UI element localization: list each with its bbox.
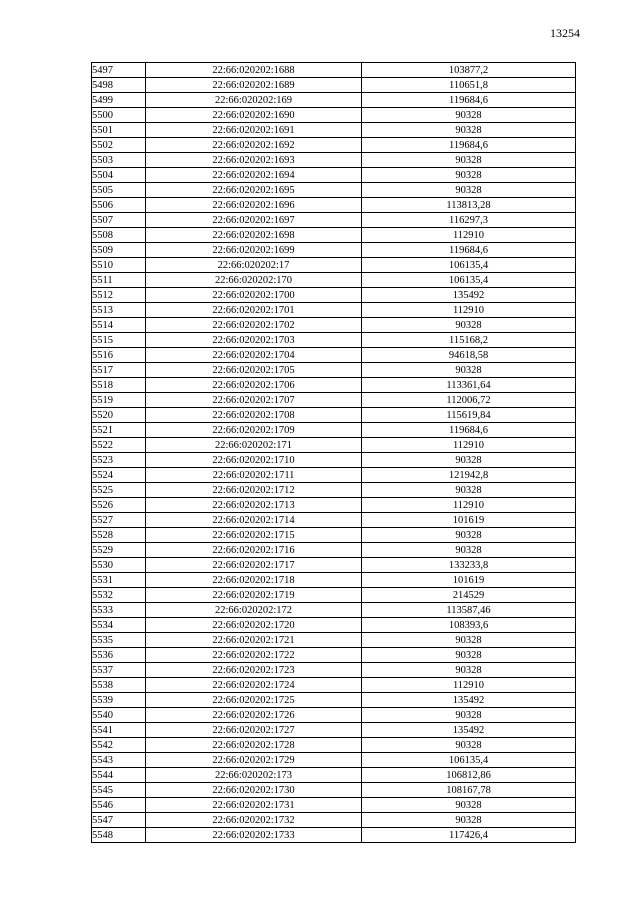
cadastral-value-cell: 106135,4 <box>362 273 576 288</box>
cadastral-value-cell: 119684,6 <box>362 243 576 258</box>
row-number-cell: 5498 <box>92 78 146 93</box>
cadastral-number-cell: 22:66:020202:1711 <box>146 468 362 483</box>
cadastral-value-cell: 101619 <box>362 513 576 528</box>
row-number-cell: 5532 <box>92 588 146 603</box>
cadastral-number-cell: 22:66:020202:1707 <box>146 393 362 408</box>
table-row <box>92 558 576 573</box>
table-row <box>92 618 576 633</box>
cadastral-number-cell: 22:66:020202:1726 <box>146 708 362 723</box>
row-number-cell: 5507 <box>92 213 146 228</box>
row-number-cell: 5501 <box>92 123 146 138</box>
row-number-cell: 5525 <box>92 483 146 498</box>
cadastral-number-cell: 22:66:020202:1727 <box>146 723 362 738</box>
row-number-cell: 5547 <box>92 813 146 828</box>
cadastral-number-cell: 22:66:020202:1701 <box>146 303 362 318</box>
cadastral-number-cell: 22:66:020202:169 <box>146 93 362 108</box>
row-number-cell: 5529 <box>92 543 146 558</box>
row-number-cell: 5505 <box>92 183 146 198</box>
cadastral-number-cell: 22:66:020202:1719 <box>146 588 362 603</box>
cadastral-value-cell: 90328 <box>362 153 576 168</box>
cadastral-number-cell: 22:66:020202:1702 <box>146 318 362 333</box>
cadastral-value-cell: 112910 <box>362 228 576 243</box>
cadastral-number-cell: 22:66:020202:1723 <box>146 663 362 678</box>
cadastral-number-cell: 22:66:020202:1724 <box>146 678 362 693</box>
table-row <box>92 753 576 768</box>
table-row <box>92 153 576 168</box>
row-number-cell: 5536 <box>92 648 146 663</box>
cadastral-value-cell: 133233,8 <box>362 558 576 573</box>
cadastral-number-cell: 22:66:020202:1722 <box>146 648 362 663</box>
table-row <box>92 543 576 558</box>
row-number-cell: 5510 <box>92 258 146 273</box>
row-number-cell: 5546 <box>92 798 146 813</box>
cadastral-value-cell: 90328 <box>362 363 576 378</box>
cadastral-number-cell: 22:66:020202:1705 <box>146 363 362 378</box>
row-number-cell: 5512 <box>92 288 146 303</box>
cadastral-number-cell: 22:66:020202:1699 <box>146 243 362 258</box>
row-number-cell: 5524 <box>92 468 146 483</box>
row-number-cell: 5521 <box>92 423 146 438</box>
cadastral-number-cell: 22:66:020202:1709 <box>146 423 362 438</box>
cadastral-number-cell: 22:66:020202:1728 <box>146 738 362 753</box>
table-row <box>92 138 576 153</box>
table-row <box>92 228 576 243</box>
cadastral-value-cell: 115168,2 <box>362 333 576 348</box>
row-number-cell: 5516 <box>92 348 146 363</box>
table-row <box>92 108 576 123</box>
table-row <box>92 648 576 663</box>
table-row <box>92 423 576 438</box>
cadastral-value-cell: 90328 <box>362 453 576 468</box>
table-row <box>92 768 576 783</box>
table-row <box>92 528 576 543</box>
cadastral-number-cell: 22:66:020202:1721 <box>146 633 362 648</box>
row-number-cell: 5541 <box>92 723 146 738</box>
row-number-cell: 5544 <box>92 768 146 783</box>
row-number-cell: 5504 <box>92 168 146 183</box>
table-row <box>92 213 576 228</box>
table-row <box>92 468 576 483</box>
row-number-cell: 5515 <box>92 333 146 348</box>
cadastral-number-cell: 22:66:020202:17 <box>146 258 362 273</box>
table-row <box>92 333 576 348</box>
cadastral-number-cell: 22:66:020202:1696 <box>146 198 362 213</box>
table-row <box>92 63 576 78</box>
table-row <box>92 258 576 273</box>
cadastral-value-cell: 116297,3 <box>362 213 576 228</box>
cadastral-number-cell: 22:66:020202:1693 <box>146 153 362 168</box>
cadastral-value-cell: 90328 <box>362 633 576 648</box>
row-number-cell: 5522 <box>92 438 146 453</box>
row-number-cell: 5548 <box>92 828 146 843</box>
row-number-cell: 5545 <box>92 783 146 798</box>
cadastral-value-cell: 90328 <box>362 483 576 498</box>
table-row <box>92 363 576 378</box>
cadastral-value-cell: 113813,28 <box>362 198 576 213</box>
cadastral-value-cell: 121942,8 <box>362 468 576 483</box>
cadastral-value-cell: 112910 <box>362 498 576 513</box>
row-number-cell: 5517 <box>92 363 146 378</box>
row-number-cell: 5513 <box>92 303 146 318</box>
table-row <box>92 708 576 723</box>
cadastral-number-cell: 22:66:020202:1725 <box>146 693 362 708</box>
table-row <box>92 123 576 138</box>
cadastral-value-cell: 90328 <box>362 708 576 723</box>
cadastral-value-table <box>91 62 576 843</box>
cadastral-number-cell: 22:66:020202:1712 <box>146 483 362 498</box>
cadastral-number-cell: 22:66:020202:1731 <box>146 798 362 813</box>
table-row <box>92 348 576 363</box>
row-number-cell: 5518 <box>92 378 146 393</box>
cadastral-number-cell: 22:66:020202:1713 <box>146 498 362 513</box>
cadastral-value-cell: 90328 <box>362 108 576 123</box>
cadastral-value-cell: 119684,6 <box>362 138 576 153</box>
cadastral-number-cell: 22:66:020202:1695 <box>146 183 362 198</box>
row-number-cell: 5503 <box>92 153 146 168</box>
cadastral-value-cell: 117426,4 <box>362 828 576 843</box>
cadastral-value-cell: 119684,6 <box>362 423 576 438</box>
cadastral-number-cell: 22:66:020202:1689 <box>146 78 362 93</box>
table-row <box>92 438 576 453</box>
table-row <box>92 573 576 588</box>
table-row <box>92 798 576 813</box>
cadastral-number-cell: 22:66:020202:170 <box>146 273 362 288</box>
cadastral-value-cell: 90328 <box>362 738 576 753</box>
table-row <box>92 663 576 678</box>
cadastral-value-cell: 90328 <box>362 183 576 198</box>
row-number-cell: 5530 <box>92 558 146 573</box>
row-number-cell: 5509 <box>92 243 146 258</box>
table-row <box>92 498 576 513</box>
table-row <box>92 603 576 618</box>
cadastral-number-cell: 22:66:020202:1697 <box>146 213 362 228</box>
cadastral-number-cell: 22:66:020202:173 <box>146 768 362 783</box>
cadastral-value-cell: 106812,86 <box>362 768 576 783</box>
cadastral-number-cell: 22:66:020202:1729 <box>146 753 362 768</box>
row-number-cell: 5499 <box>92 93 146 108</box>
cadastral-value-cell: 112006,72 <box>362 393 576 408</box>
table-row <box>92 93 576 108</box>
row-number-cell: 5506 <box>92 198 146 213</box>
table-row <box>92 288 576 303</box>
table-row <box>92 513 576 528</box>
cadastral-number-cell: 22:66:020202:1717 <box>146 558 362 573</box>
row-number-cell: 5540 <box>92 708 146 723</box>
table-row <box>92 828 576 843</box>
row-number-cell: 5543 <box>92 753 146 768</box>
cadastral-number-cell: 22:66:020202:1694 <box>146 168 362 183</box>
cadastral-value-cell: 90328 <box>362 648 576 663</box>
cadastral-value-cell: 90328 <box>362 168 576 183</box>
row-number-cell: 5508 <box>92 228 146 243</box>
table-row <box>92 408 576 423</box>
table-row <box>92 198 576 213</box>
cadastral-number-cell: 22:66:020202:1714 <box>146 513 362 528</box>
cadastral-number-cell: 22:66:020202:1732 <box>146 813 362 828</box>
cadastral-number-cell: 22:66:020202:1692 <box>146 138 362 153</box>
table-row <box>92 303 576 318</box>
row-number-cell: 5539 <box>92 693 146 708</box>
cadastral-number-cell: 22:66:020202:1700 <box>146 288 362 303</box>
cadastral-value-cell: 113361,64 <box>362 378 576 393</box>
cadastral-value-cell: 90328 <box>362 798 576 813</box>
table-row <box>92 693 576 708</box>
cadastral-number-cell: 22:66:020202:1708 <box>146 408 362 423</box>
row-number-cell: 5535 <box>92 633 146 648</box>
table-row <box>92 483 576 498</box>
cadastral-number-cell: 22:66:020202:1718 <box>146 573 362 588</box>
table-row <box>92 723 576 738</box>
table-row <box>92 738 576 753</box>
row-number-cell: 5538 <box>92 678 146 693</box>
cadastral-value-cell: 135492 <box>362 723 576 738</box>
cadastral-value-cell: 108167,78 <box>362 783 576 798</box>
cadastral-number-cell: 22:66:020202:1704 <box>146 348 362 363</box>
cadastral-value-cell: 135492 <box>362 693 576 708</box>
table-row <box>92 168 576 183</box>
cadastral-number-cell: 22:66:020202:1716 <box>146 543 362 558</box>
row-number-cell: 5519 <box>92 393 146 408</box>
cadastral-number-cell: 22:66:020202:1698 <box>146 228 362 243</box>
table-row <box>92 783 576 798</box>
cadastral-number-cell: 22:66:020202:1703 <box>146 333 362 348</box>
cadastral-value-cell: 106135,4 <box>362 258 576 273</box>
cadastral-value-cell: 112910 <box>362 303 576 318</box>
table-row <box>92 273 576 288</box>
cadastral-number-cell: 22:66:020202:1688 <box>146 63 362 78</box>
row-number-cell: 5502 <box>92 138 146 153</box>
cadastral-value-cell: 135492 <box>362 288 576 303</box>
cadastral-value-cell: 90328 <box>362 528 576 543</box>
row-number-cell: 5531 <box>92 573 146 588</box>
table-row <box>92 678 576 693</box>
cadastral-number-cell: 22:66:020202:1715 <box>146 528 362 543</box>
row-number-cell: 5533 <box>92 603 146 618</box>
cadastral-value-cell: 214529 <box>362 588 576 603</box>
row-number-cell: 5542 <box>92 738 146 753</box>
cadastral-number-cell: 22:66:020202:1733 <box>146 828 362 843</box>
table-row <box>92 633 576 648</box>
cadastral-value-cell: 90328 <box>362 123 576 138</box>
page-number: 13254 <box>550 26 580 40</box>
table-row <box>92 318 576 333</box>
cadastral-number-cell: 22:66:020202:1710 <box>146 453 362 468</box>
row-number-cell: 5534 <box>92 618 146 633</box>
table-row <box>92 588 576 603</box>
table-row <box>92 393 576 408</box>
row-number-cell: 5514 <box>92 318 146 333</box>
table-row <box>92 453 576 468</box>
row-number-cell: 5537 <box>92 663 146 678</box>
row-number-cell: 5511 <box>92 273 146 288</box>
row-number-cell: 5528 <box>92 528 146 543</box>
row-number-cell: 5526 <box>92 498 146 513</box>
cadastral-value-cell: 106135,4 <box>362 753 576 768</box>
cadastral-value-cell: 90328 <box>362 813 576 828</box>
table-row <box>92 378 576 393</box>
cadastral-value-cell: 90328 <box>362 663 576 678</box>
cadastral-value-cell: 112910 <box>362 438 576 453</box>
cadastral-value-cell: 103877,2 <box>362 63 576 78</box>
table-row <box>92 243 576 258</box>
cadastral-value-cell: 90328 <box>362 543 576 558</box>
cadastral-value-cell: 119684,6 <box>362 93 576 108</box>
cadastral-value-cell: 94618,58 <box>362 348 576 363</box>
cadastral-number-cell: 22:66:020202:1691 <box>146 123 362 138</box>
cadastral-number-cell: 22:66:020202:1720 <box>146 618 362 633</box>
cadastral-value-cell: 110651,8 <box>362 78 576 93</box>
cadastral-value-cell: 115619,84 <box>362 408 576 423</box>
table-body <box>92 63 576 843</box>
cadastral-value-cell: 101619 <box>362 573 576 588</box>
table-row <box>92 813 576 828</box>
row-number-cell: 5523 <box>92 453 146 468</box>
row-number-cell: 5500 <box>92 108 146 123</box>
cadastral-value-cell: 113587,46 <box>362 603 576 618</box>
cadastral-number-cell: 22:66:020202:171 <box>146 438 362 453</box>
table-row <box>92 78 576 93</box>
table-row <box>92 183 576 198</box>
row-number-cell: 5520 <box>92 408 146 423</box>
cadastral-number-cell: 22:66:020202:172 <box>146 603 362 618</box>
cadastral-number-cell: 22:66:020202:1730 <box>146 783 362 798</box>
cadastral-number-cell: 22:66:020202:1690 <box>146 108 362 123</box>
row-number-cell: 5527 <box>92 513 146 528</box>
cadastral-value-cell: 90328 <box>362 318 576 333</box>
cadastral-value-cell: 112910 <box>362 678 576 693</box>
row-number-cell: 5497 <box>92 63 146 78</box>
cadastral-number-cell: 22:66:020202:1706 <box>146 378 362 393</box>
cadastral-value-cell: 108393,6 <box>362 618 576 633</box>
